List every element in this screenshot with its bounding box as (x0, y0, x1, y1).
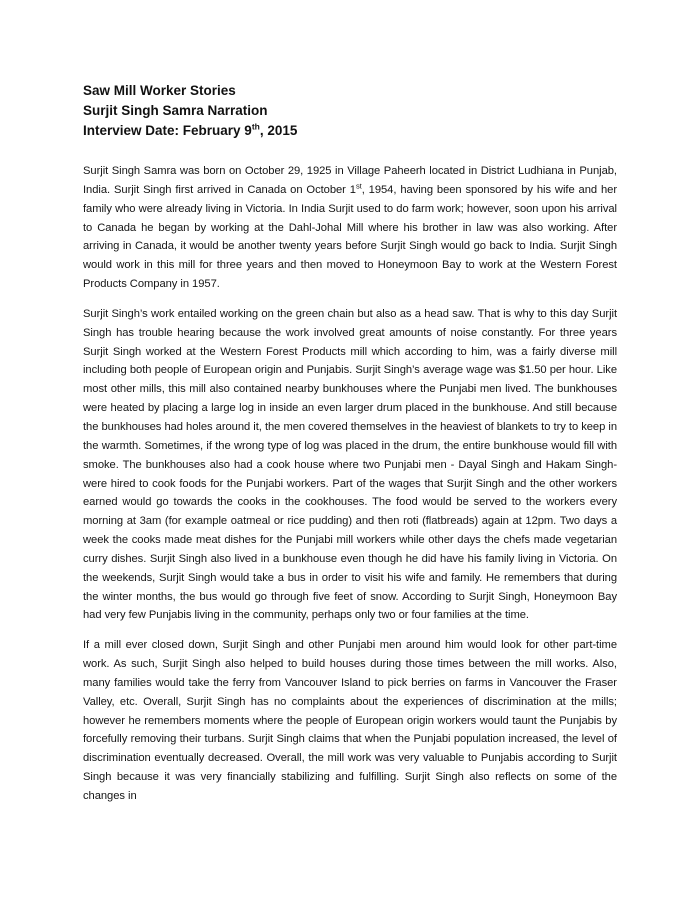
interview-date-ordinal: th (251, 121, 260, 132)
document-title: Saw Mill Worker Stories (83, 83, 236, 98)
interview-date-prefix: Interview Date: February 9 (83, 123, 252, 138)
paragraph-biography (83, 162, 617, 294)
interview-date (83, 121, 623, 141)
paragraph-biography-part1: Surjit Singh Samra was born on October 29, 1925 in Village Paheerh located in District Ludhiana in Punjab, India. Surjit Singh first arrived in Canada on October 1 (83, 165, 617, 196)
interview-date-suffix: , 2015 (259, 123, 298, 138)
document-subtitle: Surjit Singh Samra Narration (83, 103, 268, 118)
paragraph-discrimination: If a mill ever closed down, Surjit Singh and other Punjabi men around him would look for other part-time work. As such, Surjit Singh also helped to build houses during those times between the mill works. Also, many families would take the ferry from Vancouver Island to pick berries on farms in Vancouver the Fraser Valley, etc. Overall, Surjit Singh has no complaints about the experiences of discrimination at the mills; however he remembers moments where the people of European origin workers would taunt the Punjabis by forcefully removing their turbans. Surjit Singh claims that when the Punjabi population increased, the level of discrimination eventually decreased. Overall, the mill work was very valuable to Punjabis according to Surjit Singh because it was very financially stabilizing and fulfilling. Surjit Singh also reflects on some of the changes in (83, 639, 617, 802)
paragraph-biography-part2: , 1954, having been sponsored by his wife and her family who were already living in Victoria. In India Surjit used to do farm work; however, soon upon his arrival to Canada he began by working at the Dahl-Johal Mill where his brother in law was also working. After arriving in Canada, it would be another twenty years before Surjit Singh would go back to India. Surjit Singh would work in this mill for three years and then moved to Honeymoon Bay to work at the Western Forest Products Company in 1957. (83, 183, 617, 291)
document-body (83, 162, 617, 817)
document-heading (83, 81, 623, 141)
arrival-date-ordinal: st (355, 181, 362, 191)
paragraph-mill-work: Surjit Singh’s work entailed working on the green chain but also as a head saw. That is why to this day Surjit Singh has trouble hearing because the work involved great amounts of noise constantly. For three years Surjit Singh worked at the Western Forest Products mill which according to him, was a fairly diverse mill including both people of European origin and Punjabis. Surjit Singh’s average wage was $1.50 per hour. Like most other mills, this mill also contained nearby bunkhouses where the Punjabi men lived. The bunkhouses were heated by placing a large log in inside an even larger drum placed in the bunkhouse. And still because the bunkhouses had holes around it, the men covered themselves in the heaviest of blankets to try to keep in the warmth. Sometimes, if the wrong type of log was placed in the drum, the entire bunkhouse would fill with smoke. The bunkhouses also had a cook house where two Punjabi men - Dayal Singh and Hakam Singh- were hired to cook foods for the Punjabi workers. Part of the wages that Surjit Singh and the other workers earned would go towards the cooks in the cookhouses. The food would be served to the workers every morning at 3am (for example oatmeal or rice pudding) and then roti (flatbreads) again at 12pm. Two days a week the cooks made meat dishes for the Punjabi mill workers while other days the chefs made vegetarian curry dishes. Surjit Singh also lived in a bunkhouse even though he did have his family living in Victoria. On the weekends, Surjit Singh would take a bus in order to visit his wife and family. He remembers that during the winter months, the bus would go through five feet of snow. According to Surjit Singh, Honeymoon Bay had very few Punjabis living in the community, perhaps only two or four families at the time. (83, 307, 617, 622)
